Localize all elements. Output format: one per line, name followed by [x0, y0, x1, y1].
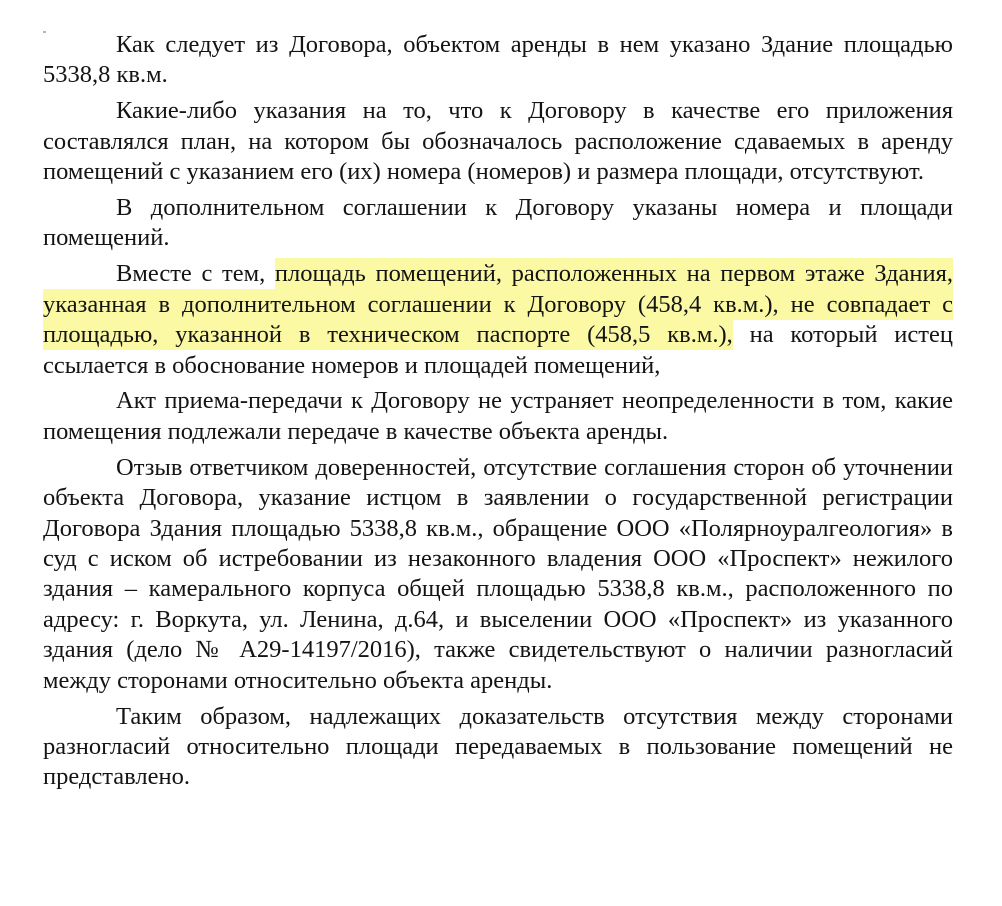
paragraph-7: Таким образом, надлежащих доказательств отсутствия между сторонами разногласий относительно площади передаваемых в пользование помещений не представлено. — [43, 702, 953, 791]
paragraph-4 — [43, 259, 953, 381]
document-page — [43, 30, 953, 798]
paragraph-5: Акт приема-передачи к Договору не устраняет неопределенности в том, какие помещения подлежали передаче в качестве объекта аренды. — [43, 387, 953, 445]
paragraph-3: В дополнительном соглашении к Договору указаны номера и площади помещений. — [43, 194, 953, 252]
highlighted-passage: площадь помещений, расположенных на первом этаже Здания, указанная в дополнительном соглашении к Договору (458,4 кв.м.), не совпадает с площадью, указанной в техническом паспорте (458,5 кв.м.), — [43, 260, 953, 349]
paragraph-2: Какие-либо указания на то, что к Договору в качестве его приложения составлялся план, на котором бы обозначалось расположение сдаваемых в аренду помещений с указанием его (их) номера (номеров) и размера площади, отсутствуют. — [43, 97, 953, 186]
paragraph-4-rest: на который истец ссылается в обоснование номеров и площадей помещений, — [43, 321, 953, 379]
paragraph-6: Отзыв ответчиком доверенностей, отсутствие соглашения сторон об уточнении объекта Договора, указание истцом в заявлении о государственной регистрации Договора Здания площадью 5338,8 кв.м., обращение ООО «Полярноуралгеология» в суд с иском об истребовании из незаконного владения ООО «Проспект» нежилого здания – камерального корпуса общей площадью 5338,8 кв.м., расположенного по адресу: г. Воркута, ул. Ленина, д.64, и выселении ООО «Проспект» из указанного здания (дело № А29-14197/2016), также свидетельствуют о наличии разногласий между сторонами относительно объекта аренды. — [43, 453, 953, 694]
paragraph-1: Как следует из Договора, объектом аренды в нем указано Здание площадью 5338,8 кв.м. — [43, 31, 953, 89]
paragraph-4-intro: Вместе с тем, — [116, 260, 275, 288]
